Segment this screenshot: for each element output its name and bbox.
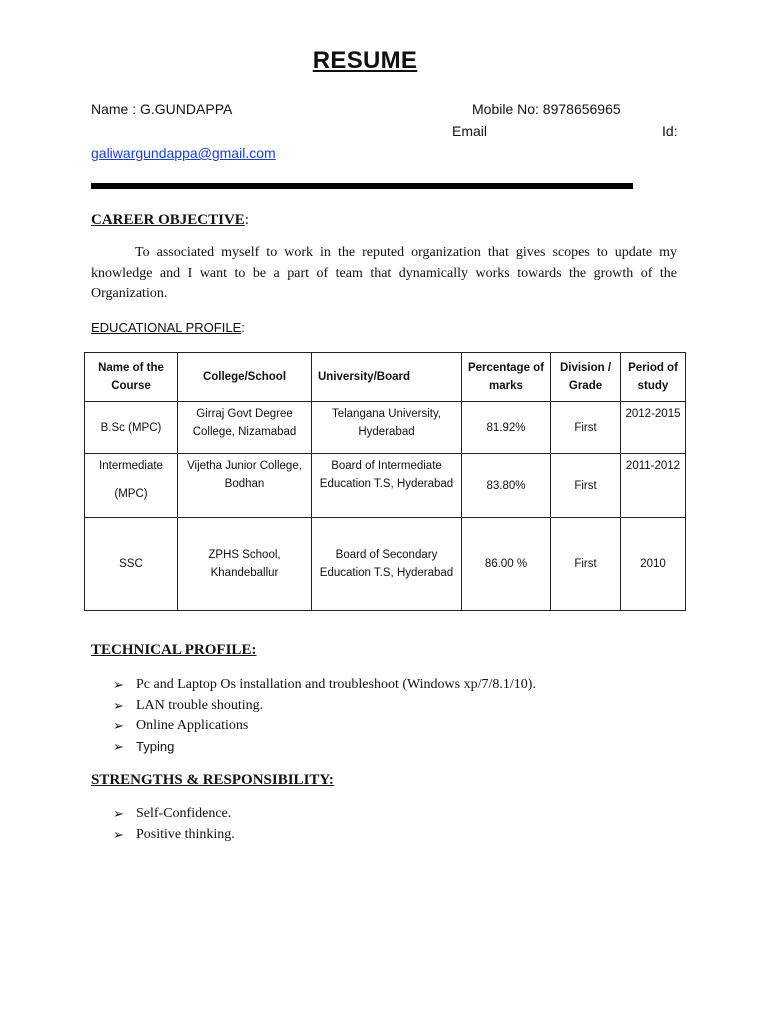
arrowhead-bullet-icon: ➢ — [113, 826, 124, 842]
career-objective-text: To associated myself to work in the reputed organization that gives scopes to update my knowledge and I want to be a part of team that dynamically works towards the growth of the Organization. — [91, 245, 677, 301]
strengths-heading-text: STRENGTHS & RESPONSIBILITY: — [91, 772, 334, 788]
column-header-board: University/Board — [312, 353, 462, 402]
education-table — [84, 352, 686, 611]
arrowhead-bullet-icon: ➢ — [113, 739, 124, 755]
column-header-percentage: Percentage of marks — [462, 353, 551, 402]
resume-title: RESUME — [312, 47, 418, 74]
course-cell: SSC — [85, 518, 178, 611]
table-row — [85, 402, 686, 454]
division-cell: First — [551, 518, 621, 611]
mobile-number: Mobile No: 8978656965 — [472, 101, 621, 117]
percentage-cell: 86.00 % — [462, 518, 551, 611]
college-cell: ZPHS School, Khandeballur — [178, 518, 312, 611]
list-item — [91, 696, 536, 717]
list-item-text: Positive thinking. — [136, 826, 235, 842]
board-cell: Telangana University, Hyderabad — [312, 402, 462, 454]
table-row — [85, 454, 686, 518]
career-objective-heading-text: CAREER OBJECTIVE — [91, 212, 245, 228]
table-row — [85, 518, 686, 611]
career-objective-heading-colon: : — [244, 212, 249, 228]
course-stream: (MPC) — [114, 488, 148, 500]
strengths-list — [91, 804, 235, 845]
arrowhead-bullet-icon: ➢ — [113, 806, 124, 821]
college-cell: Vijetha Junior College, Bodhan — [178, 454, 312, 518]
arrowhead-bullet-icon: ➢ — [113, 677, 124, 692]
technical-profile-heading — [91, 642, 256, 659]
email-link[interactable]: galiwargundappa@gmail.com — [91, 145, 276, 161]
list-item-text: Pc and Laptop Os installation and troubleshoot (Windows xp/7/8.1/10). — [136, 677, 536, 692]
technical-skills-list — [91, 675, 536, 758]
division-cell: First — [551, 454, 621, 518]
arrowhead-bullet-icon: ➢ — [113, 718, 124, 734]
educational-profile-heading-colon: : — [241, 320, 245, 335]
candidate-name: Name : G.GUNDAPPA — [91, 101, 233, 117]
period-cell: 2010 — [621, 518, 686, 611]
email-label: Email — [452, 123, 488, 139]
header-divider — [91, 183, 633, 189]
percentage-cell: 83.80% — [462, 454, 551, 518]
educational-profile-heading-text: EDUCATIONAL PROFILE — [91, 320, 242, 335]
email-id-label: Id: — [662, 123, 678, 139]
career-objective-heading — [91, 212, 249, 229]
column-header-division: Division / Grade — [551, 353, 621, 402]
technical-profile-heading-text: TECHNICAL PROFILE: — [91, 642, 257, 658]
column-header-college: College/School — [178, 353, 312, 402]
list-item — [91, 716, 536, 737]
course-cell: B.Sc (MPC) — [85, 402, 178, 454]
strengths-heading — [91, 772, 334, 789]
college-cell: Girraj Govt Degree College, Nizamabad — [178, 402, 312, 454]
board-cell: Board of Secondary Education T.S, Hyderabad — [312, 518, 462, 611]
table-header-row — [85, 353, 686, 402]
period-cell: 2012-2015 — [621, 402, 686, 454]
course-cell — [85, 454, 178, 518]
list-item — [91, 737, 536, 758]
list-item — [91, 675, 536, 696]
list-item-text: Typing — [136, 739, 175, 755]
division-cell: First — [551, 402, 621, 454]
list-item-text: LAN trouble shouting. — [136, 697, 264, 713]
list-item — [91, 804, 235, 825]
period-cell: 2011-2012 — [621, 454, 686, 518]
list-item-text: Self-Confidence. — [136, 806, 232, 821]
column-header-period: Period of study — [621, 353, 686, 402]
percentage-cell: 81.92% — [462, 402, 551, 454]
course-name: Intermediate — [99, 460, 163, 472]
list-item — [91, 825, 235, 846]
column-header-course: Name of the Course — [85, 353, 178, 402]
list-item-text: Online Applications — [136, 718, 249, 734]
board-cell: Board of Intermediate Education T.S, Hyderabad — [312, 454, 462, 518]
arrowhead-bullet-icon: ➢ — [113, 697, 124, 713]
educational-profile-heading — [91, 320, 245, 335]
